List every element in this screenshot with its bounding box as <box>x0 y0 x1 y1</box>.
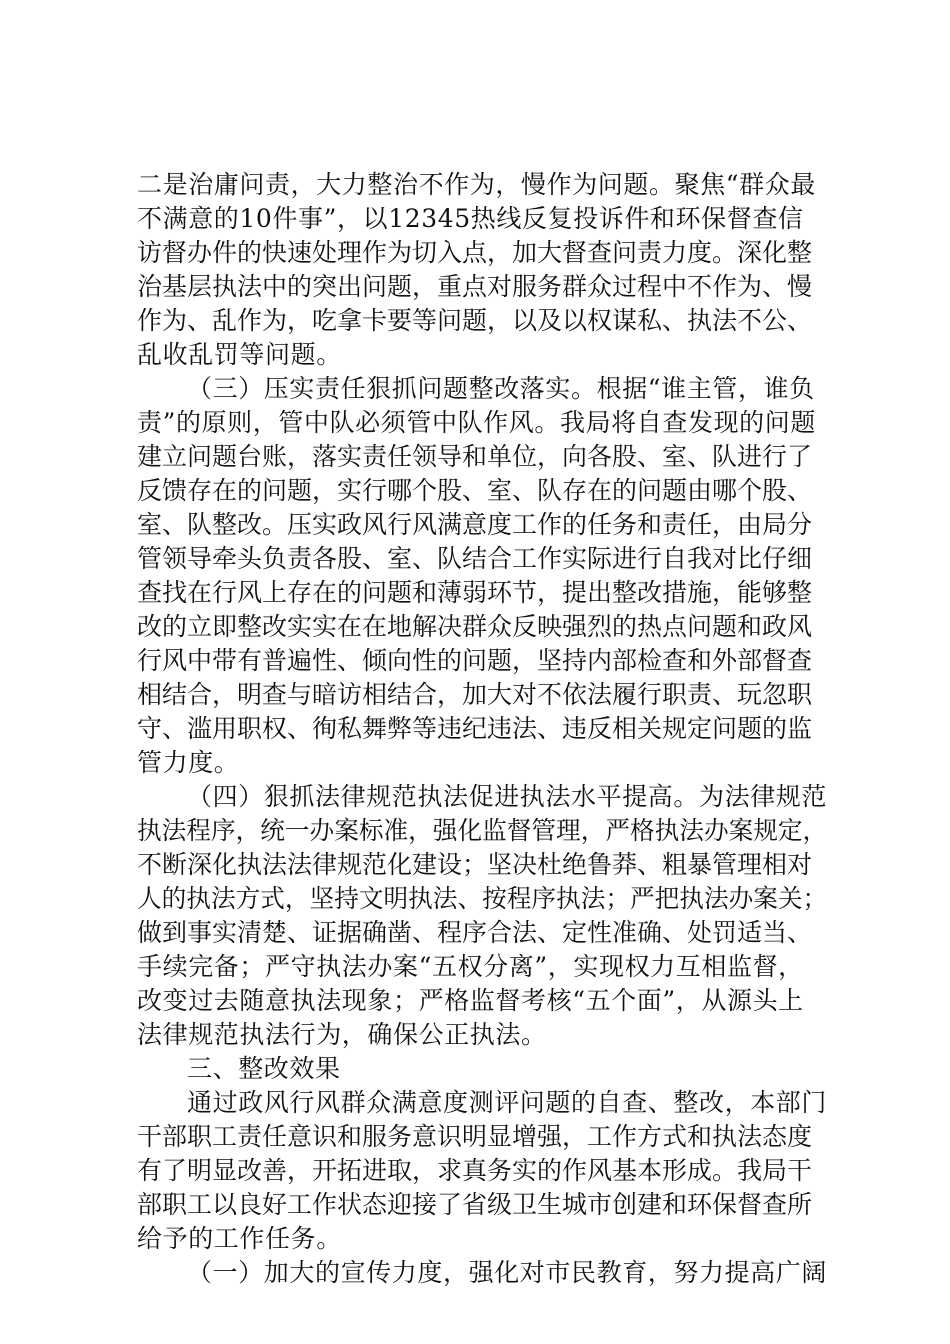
text-line: 法律规范执法行为，确保公正执法。 <box>137 1020 547 1049</box>
text-line: 查找在行风上存在的问题和薄弱环节，提出整改措施，能够整 <box>137 578 813 607</box>
text-line: 做到事实清楚、证据确凿、程序合法、定性准确、处罚适当、 <box>137 918 813 947</box>
text-line: 守、滥用职权、徇私舞弊等违纪违法、违反相关规定问题的监 <box>137 714 813 743</box>
paragraph-first-line: 三、整改效果 <box>187 1054 341 1083</box>
text-line: 管领导牵头负责各股、室、队结合工作实际进行自我对比仔细 <box>137 544 813 573</box>
text-line: 二是治庸问责，大力整治不作为，慢作为问题。聚焦“群众最 <box>137 170 816 199</box>
text-line: 人的执法方式，坚持文明执法、按程序执法；严把执法办案关； <box>137 884 828 913</box>
text-line: 改的立即整改实实在在地解决群众反映强烈的热点问题和政风 <box>137 612 813 641</box>
text-line: 改变过去随意执法现象；严格监督考核“五个面”，从源头上 <box>137 986 804 1015</box>
text-line: 反馈存在的问题，实行哪个股、室、队存在的问题由哪个股、 <box>137 476 813 505</box>
text-line: 给予的工作任务。 <box>137 1224 342 1253</box>
text-line: 行风中带有普遍性、倾向性的问题，坚持内部检查和外部督查 <box>137 646 813 675</box>
text-line: 不满意的10件事”，以12345热线反复投诉件和环保督查信 <box>137 204 804 233</box>
text-line: 建立问题台账，落实责任领导和单位，向各股、室、队进行了 <box>137 442 813 471</box>
text-line: 相结合，明查与暗访相结合，加大对不依法履行职责、玩忽职 <box>137 680 813 709</box>
document-body <box>137 168 827 1290</box>
text-line: 干部职工责任意识和服务意识明显增强，工作方式和执法态度 <box>137 1122 813 1151</box>
text-line: 执法程序，统一办案标准，强化监督管理，严格执法办案规定， <box>137 816 828 845</box>
text-line: 治基层执法中的突出问题，重点对服务群众过程中不作为、慢 <box>137 272 813 301</box>
text-line: 部职工以良好工作状态迎接了省级卫生城市创建和环保督查所 <box>137 1190 813 1219</box>
text-line: 乱收乱罚等问题。 <box>137 340 342 369</box>
text-line: 管力度。 <box>137 748 240 777</box>
text-line: 访督办件的快速处理作为切入点，加大督查问责力度。深化整 <box>137 238 813 267</box>
paragraph-first-line: 通过政风行风群众满意度测评问题的自查、整改，本部门 <box>187 1088 828 1117</box>
paragraph-first-line: （四）狠抓法律规范执法促进执法水平提高。为法律规范 <box>187 782 828 811</box>
text-line: 有了明显改善，开拓进取，求真务实的作风基本形成。我局干 <box>137 1156 813 1185</box>
paragraph-first-line: （三）压实责任狠抓问题整改落实。根据“谁主管，谁负 <box>187 374 815 403</box>
text-line: 手续完备；严守执法办案“五权分离”，实现权力互相监督， <box>137 952 804 981</box>
text-line: 作为、乱作为，吃拿卡要等问题，以及以权谋私、执法不公、 <box>137 306 813 335</box>
text-line: 责”的原则，管中队必须管中队作风。我局将自查发现的问题 <box>137 408 816 437</box>
text-line: 不断深化执法法律规范化建设；坚决杜绝鲁莽、粗暴管理相对 <box>137 850 813 879</box>
text-line: 室、队整改。压实政风行风满意度工作的任务和责任，由局分 <box>137 510 813 539</box>
paragraph-first-line: （一）加大的宣传力度，强化对市民教育，努力提高广阔 <box>187 1258 828 1287</box>
